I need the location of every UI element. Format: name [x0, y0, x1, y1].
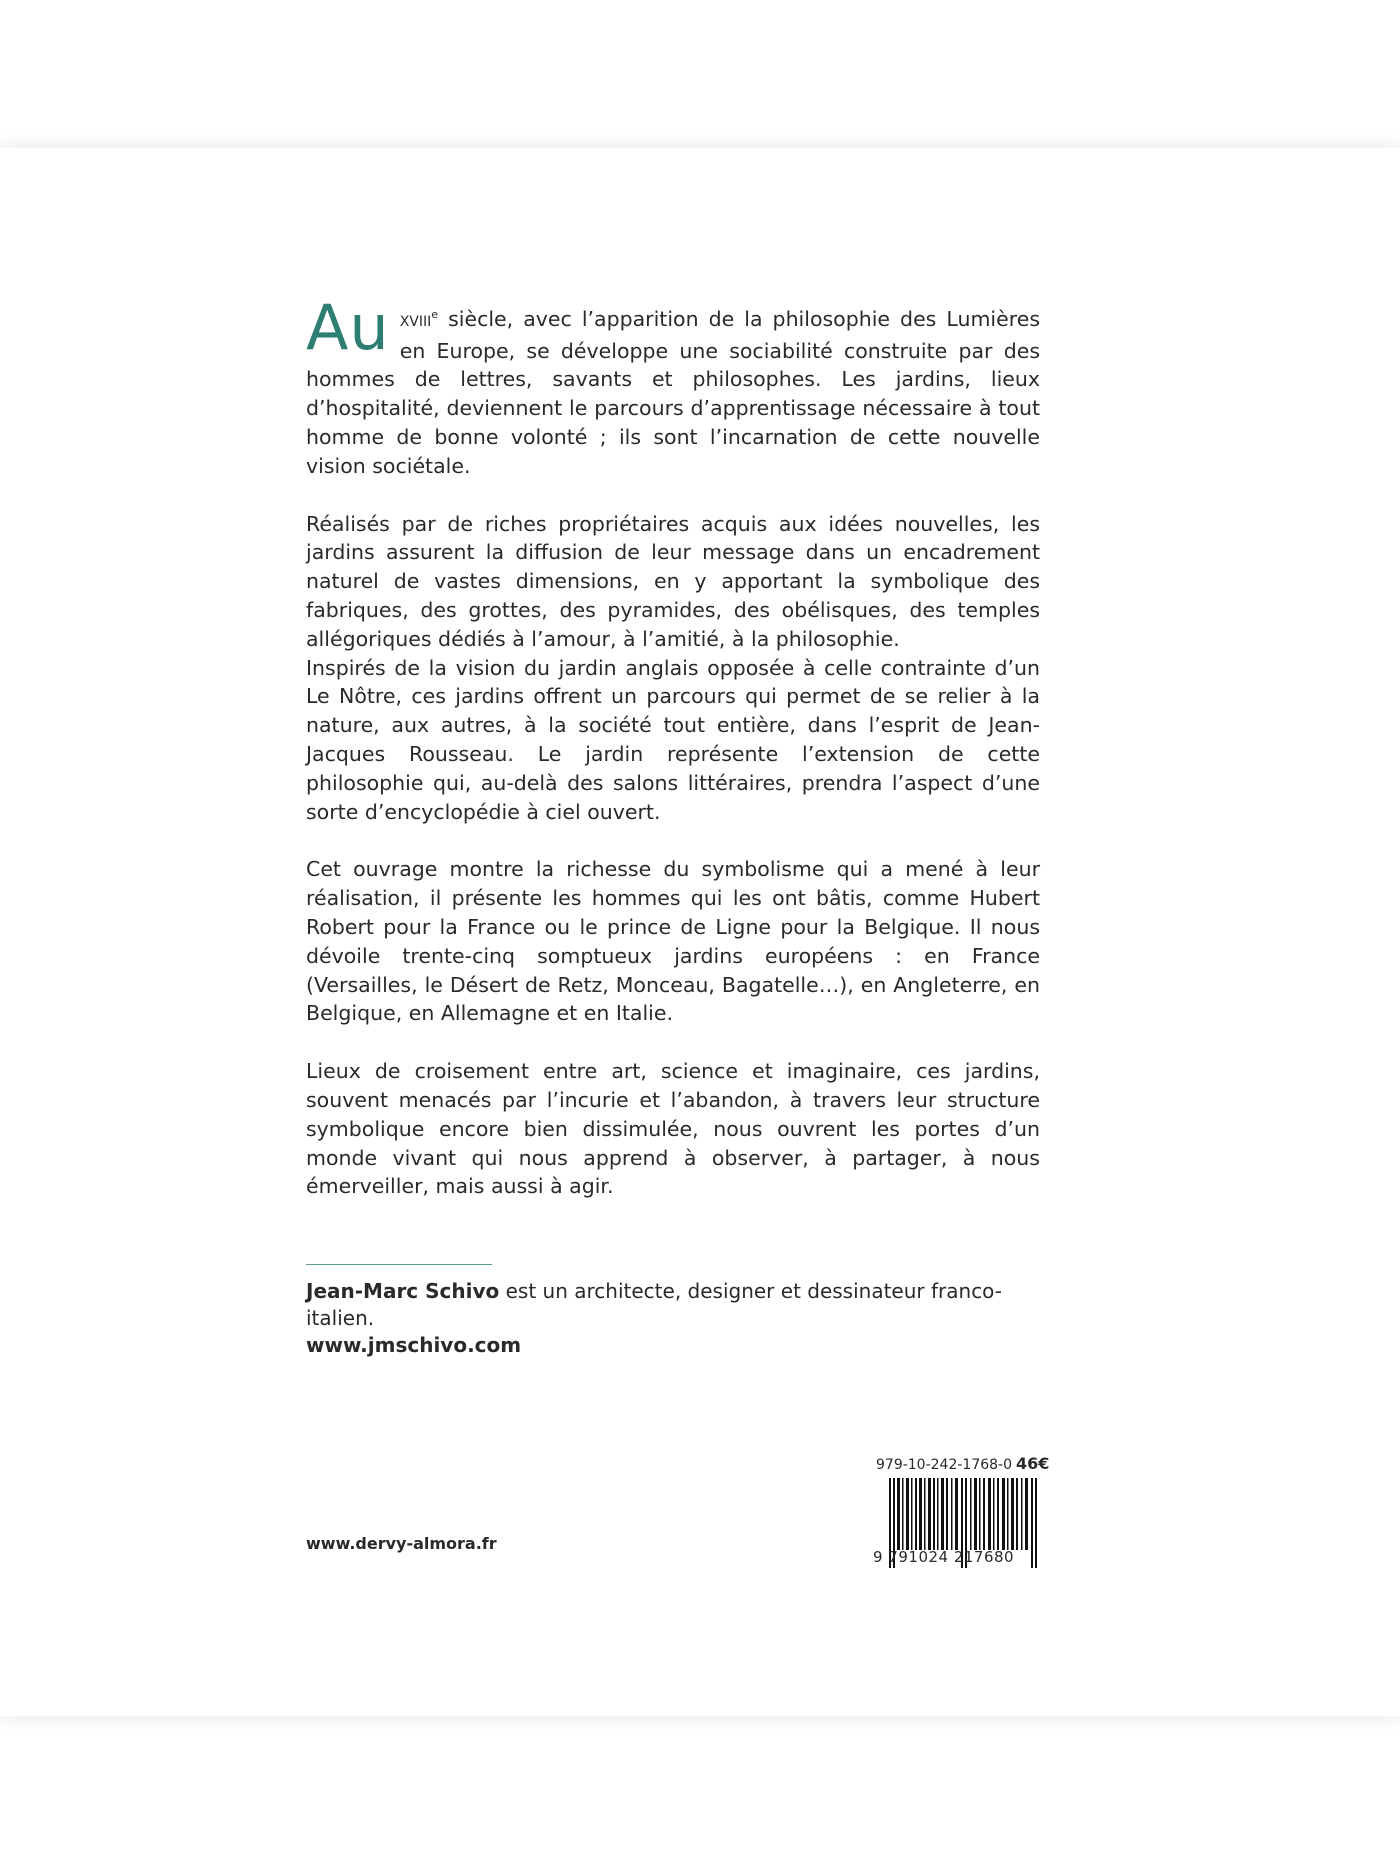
author-bio: est un architecte, designer et dessinateur franco-italien.: [306, 1279, 1003, 1330]
intro-paragraph: [306, 291, 1040, 481]
price: 46€: [1016, 1454, 1050, 1473]
back-cover: [0, 148, 1400, 1716]
century-roman: XVIII: [399, 313, 432, 330]
author-name: Jean-Marc Schivo: [306, 1279, 500, 1303]
paragraph-2: Réalisés par de riches propriétaires acquis aux idées nouvelles, les jardins assurent la diffusion de leur message dans un encadrement naturel de vastes dimensions, en y apportant la symbolique des fabriques, des grottes, des pyramides, des obélisques, des temples allégoriques dédiés à l’amour, à l’amitié, à la philosophie.: [306, 511, 1040, 651]
publisher-website: www.dervy-almora.fr: [306, 1534, 497, 1553]
back-cover-text: [306, 291, 1040, 1201]
divider-rule: [306, 1264, 492, 1265]
century-superscript: e: [431, 308, 439, 321]
drop-cap: Au: [306, 291, 390, 364]
barcode-number: 9 791024 217680: [873, 1548, 1015, 1566]
paragraph-3: Inspirés de la vision du jardin anglais opposée à celle contrainte d’un Le Nôtre, ces jardins offrent un parcours qui permet de se relier à la nature, aux autres, à la société tout entière, dans l’esprit de Jean-Jacques Rousseau. Le jardin représente l’extension de cette philosophie qui, au-delà des salons littéraires, prendra l’aspect d’une sorte d’encyclopédie à ciel ouvert.: [306, 655, 1040, 824]
isbn-price: [876, 1454, 1050, 1473]
author-website: www.jmschivo.com: [306, 1333, 522, 1357]
paragraph-5: Lieux de croisement entre art, science et imaginaire, ces jardins, souvent menacés par l’incurie et l’abandon, à travers leur structure symbolique encore bien dissimulée, nous ouvrent les portes d’un monde vivant qui nous apprend à observer, à partager, à nous émerveiller, mais aussi à agir.: [306, 1059, 1040, 1199]
author-note: [306, 1278, 1046, 1359]
paragraph-4: Cet ouvrage montre la richesse du symbolisme qui a mené à leur réalisation, il présente les hommes qui les ont bâtis, comme Hubert Robert pour la France ou le prince de Ligne pour la Belgique. Il nous dévoile trente-cinq somptueux jardins européens : en France (Versailles, le Désert de Retz, Monceau, Bagatelle…), en Angleterre, en Belgique, en Allemagne et en Italie.: [306, 857, 1040, 1026]
isbn: 979-10-242-1768-0: [876, 1457, 1013, 1473]
intro-text: siècle, avec l’apparition de la philosophie des Lumières en Europe, se développe une sociabilité construite par des hommes de lettres, savants et philosophes. Les jardins, lieux d’hospitalité, deviennent le parcours d’apprentissage nécessaire à tout homme de bonne volonté ; ils sont l’incarnation de cette nouvelle vision sociétale.: [306, 306, 1040, 478]
